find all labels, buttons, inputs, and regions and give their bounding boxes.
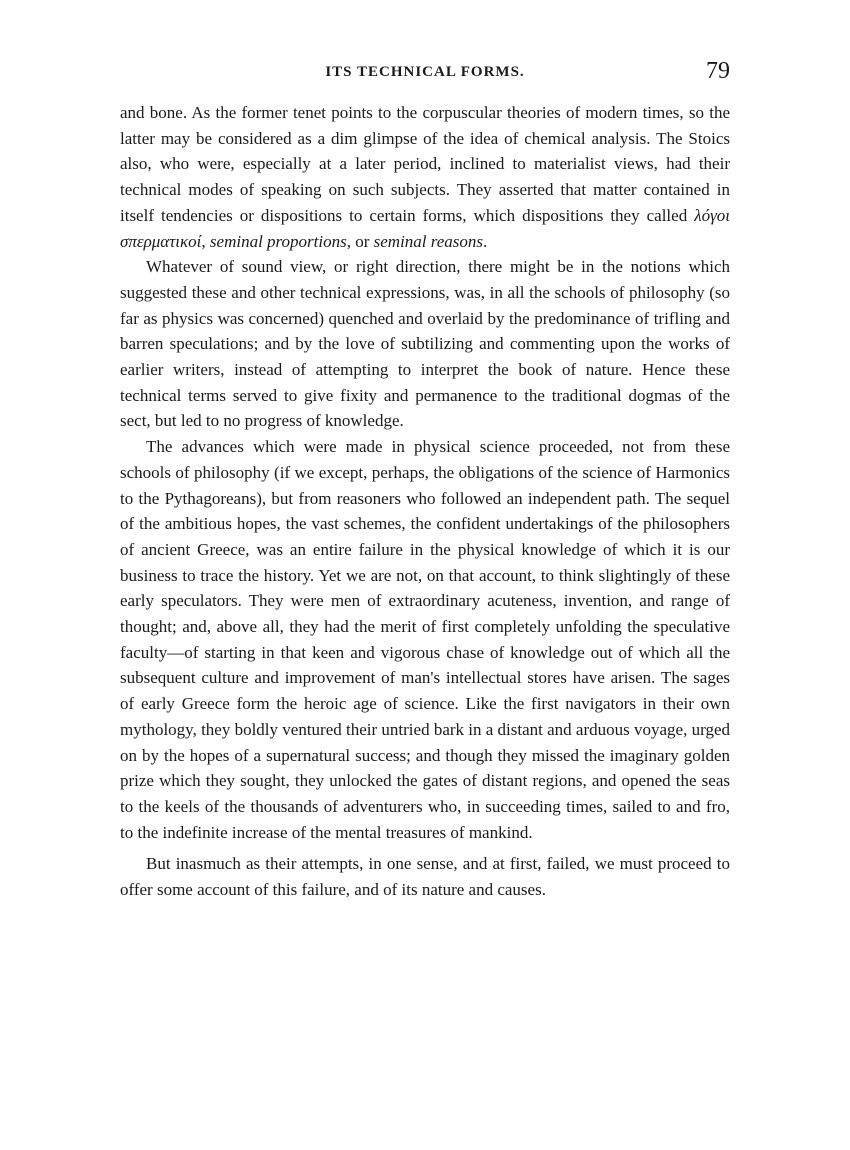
punctuation: . (483, 231, 488, 251)
paragraph-3: The advances which were made in physical science proceeded, not from these schools of philosophy (if we except, perhaps, the obligations of the science of Harmonics to the Pythagoreans), but from reasoners who followed an independent path. The sequel of the ambitious hopes, the vast schemes, the confident undertakings of the philosophers of ancient Greece, was an entire failure in the physical knowledge of which it is our business to trace the history. Yet we are not, on that account, to think slightingly of these early speculators. They were men of extraordinary acuteness, invention, and range of thought; and, above all, they had the merit of first completely unfolding the speculative faculty—of starting in that keen and vigorous chase of knowledge out of which all the subsequent culture and improvement of man's intellectual stores have arisen. The sages of early Greece form the heroic age of science. Like the first navigators in their own mythology, they boldly ventured their untried bark in a distant and arduous voyage, urged on by the hopes of a supernatural success; and though they missed the imaginary golden prize which they sought, they unlocked the gates of distant regions, and opened the seas to the keels of the thousands of adventurers who, in succeeding times, sailed to and fro, to the indefinite increase of the mental treasures of mankind. (120, 437, 730, 842)
page-number: 79 (706, 58, 730, 84)
paragraph-1-text: and bone. As the former tenet points to the corpuscular theories of modern times, so the latter may be considered as a dim glimpse of the idea of chemical analysis. The Stoics also, who were, especially at a later period, inclined to materialist views, had their technical modes of speaking on such subjects. They asserted that matter contained in itself tendencies or dispositions to certain forms, which dispositions they called (120, 103, 730, 225)
running-title: ITS TECHNICAL FORMS. (325, 64, 525, 80)
italic-term-seminal-reasons: seminal reasons (373, 231, 484, 251)
greek-term: λόγοι σπερματικοί (120, 205, 730, 251)
connector-text: , or (346, 231, 374, 251)
book-page (120, 58, 730, 903)
running-header (120, 58, 730, 88)
italic-term-seminal-proportions: seminal proportions (209, 231, 347, 251)
paragraph-1 (120, 100, 730, 254)
punctuation: , (201, 231, 210, 251)
paragraph-4: But inasmuch as their attempts, in one sense, and at first, failed, we must proceed to offer some account of this failure, and of its nature and causes. (120, 854, 730, 900)
paragraph-2: Whatever of sound view, or right direction, there might be in the notions which suggested these and other technical expressions, was, in all the schools of philosophy (so far as physics was concerned) quenched and overlaid by the predominance of trifling and barren speculations; and by the love of subtilizing and commenting upon the works of earlier writers, instead of attempting to interpret the book of nature. Hence these technical terms served to give fixity and permanence to the traditional dogmas of the sect, but led to no progress of knowledge. (120, 257, 730, 431)
